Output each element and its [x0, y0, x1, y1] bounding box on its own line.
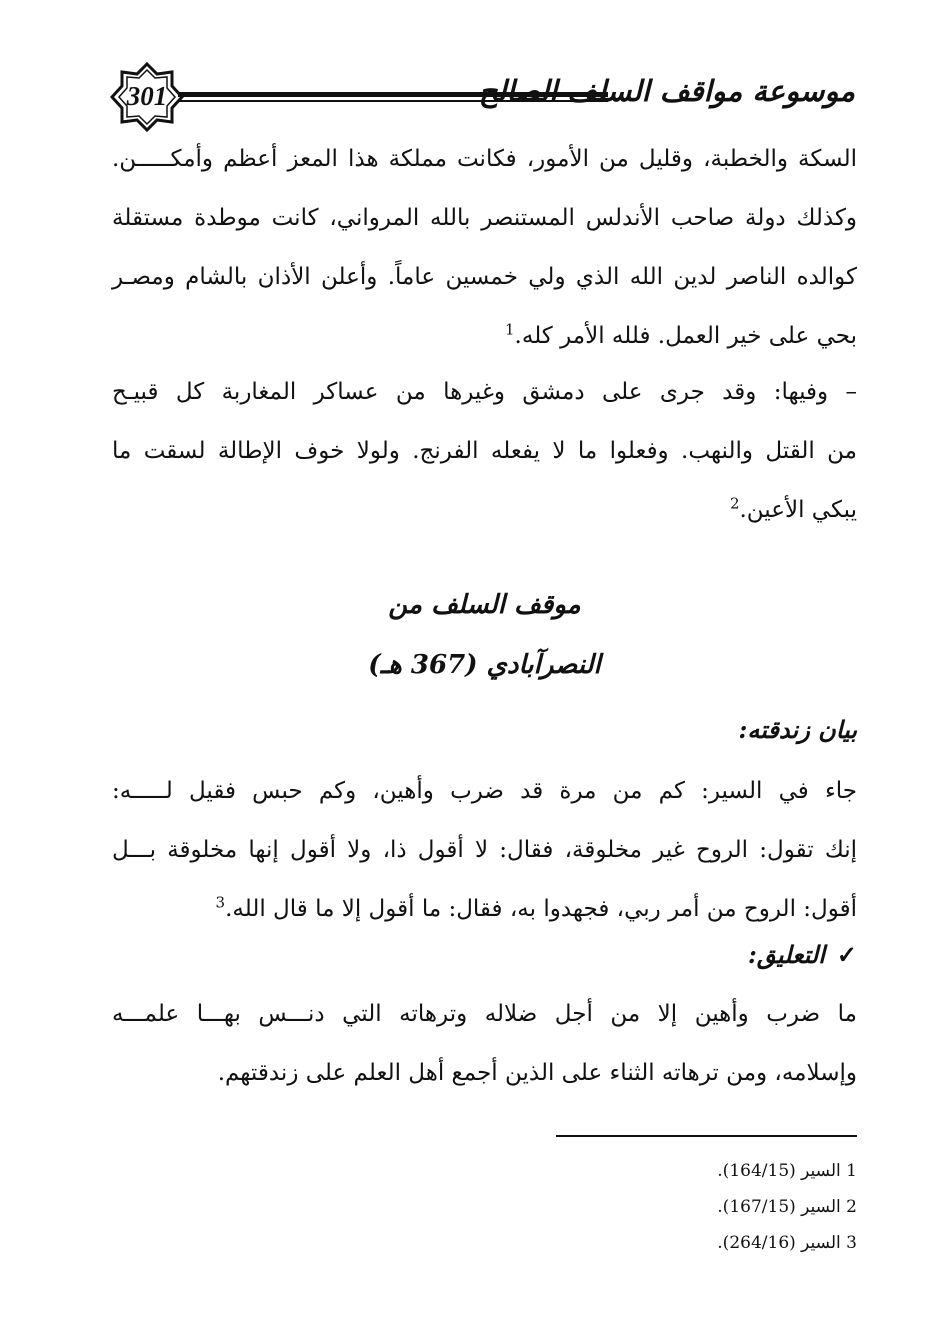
- series-title: موسوعة مواقف السلف الصالح: [478, 74, 855, 108]
- footnote-separator: [556, 1135, 857, 1137]
- text-line: [112, 481, 857, 540]
- text-span: بحي على خير العمل. فلله الأمر كله.: [514, 323, 857, 349]
- footnote-1: 1 السير (164/15).: [717, 1161, 857, 1181]
- text-line: [112, 307, 857, 366]
- text-span: يبكي الأعين.: [739, 497, 857, 523]
- page-number: 301: [126, 81, 168, 111]
- footnote-3: 3 السير (264/16).: [717, 1233, 857, 1253]
- text-line: [112, 880, 857, 939]
- subheading-commentary: [748, 940, 857, 969]
- text-line: إنك تقول: الروح غير مخلوقة، فقال: لا أقول ذا، ولا أقول إنها مخلوقة بـــل: [112, 837, 857, 863]
- text-line: وإسلامه، ومن ترهاته الثناء على الذين أجمع أهل العلم على زندقتهم.: [217, 1060, 857, 1086]
- text-line: السكة والخطبة، وقليل من الأمور، فكانت مملكة هذا المعز أعظم وأمكـــــن.: [112, 146, 857, 172]
- text-line: وكذلك دولة صاحب الأندلس المستنصر بالله المرواني، كانت موطدة مستقلة: [112, 205, 857, 231]
- footnote-ref: 1: [505, 320, 515, 339]
- subheading-text: التعليق:: [748, 940, 825, 969]
- footnote-2: 2 السير (167/15).: [717, 1197, 857, 1217]
- text-span: أقول: الروح من أمر ربي، فجهدوا به، فقال: ما أقول إلا ما قال الله.: [225, 896, 857, 922]
- footnotes: [457, 1153, 857, 1261]
- section-heading-line1: موقف السلف من: [388, 590, 581, 620]
- subheading-zandaqa: بيان زندقته:: [738, 715, 857, 744]
- page-header: [110, 62, 855, 132]
- checkmark-icon: ✓: [836, 940, 857, 969]
- text-line: من القتل والنهب. وفعلوا ما لا يفعله الفرنج. ولولا خوف الإطالة لسقت ما: [112, 438, 857, 464]
- paragraph-2: [112, 363, 857, 540]
- text-line: جاء في السير: كم من مرة قد ضرب وأهين، وكم حبس فقيل لـــــه:: [112, 778, 857, 804]
- footnote-ref: 3: [215, 893, 226, 912]
- paragraph-3: [112, 762, 857, 939]
- text-line: ما ضرب وأهين إلا من أجل ضلاله وترهاته التي دنـــس بهـــا علمـــه: [112, 1001, 857, 1027]
- page-number-badge: [110, 62, 184, 132]
- text-line: كوالده الناصر لدين الله الذي ولي خمسين عاماً. وأعلن الأذان بالشام ومصـر: [112, 264, 857, 290]
- text-line: – وفيها: وقد جرى على دمشق وغيرها من عساكر المغاربة كل قبيـح: [112, 379, 857, 405]
- paragraph-4: [112, 985, 857, 1103]
- section-heading-line2: النصرآبادي (367 هـ): [368, 650, 601, 680]
- paragraph-1: [112, 130, 857, 366]
- footnote-ref: 2: [729, 494, 740, 513]
